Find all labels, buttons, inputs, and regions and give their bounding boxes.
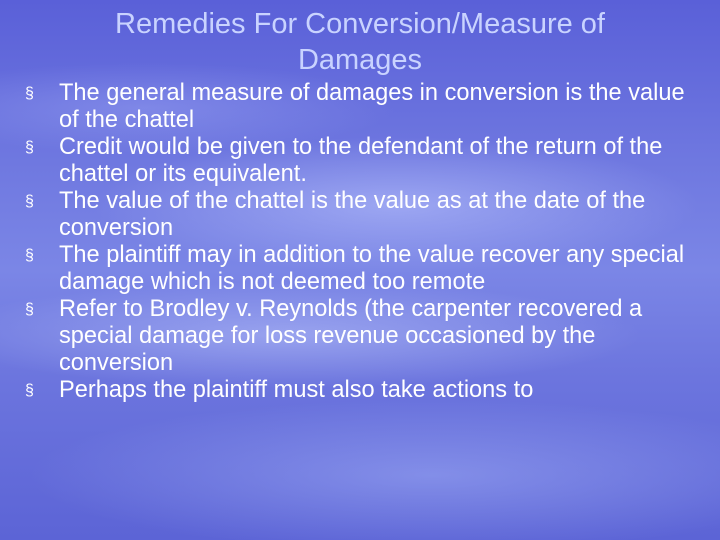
bullet-text: The value of the chattel is the value as at the date of the conversion bbox=[59, 188, 646, 241]
bullet-item bbox=[0, 80, 720, 134]
bullet-list bbox=[0, 80, 720, 404]
bullet-text: Refer to Brodley v. Reynolds (the carpenter recovered a special damage for loss revenue occasioned by the conversion bbox=[59, 296, 643, 376]
bullet-item bbox=[0, 188, 720, 242]
bullet-item bbox=[0, 242, 720, 296]
bullet-marker-icon: § bbox=[25, 139, 34, 156]
bullet-text: Credit would be given to the defendant of the return of the chattel or its equivalent. bbox=[59, 134, 663, 187]
bullet-item bbox=[0, 377, 720, 404]
bullet-item bbox=[0, 134, 720, 188]
bullet-item bbox=[0, 296, 720, 377]
bullet-text: The general measure of damages in conversion is the value of the chattel bbox=[59, 80, 685, 133]
bullet-text: The plaintiff may in addition to the value recover any special damage which is not deemed too remote bbox=[59, 242, 685, 295]
bullet-marker-icon: § bbox=[25, 301, 34, 318]
bullet-marker-icon: § bbox=[25, 85, 34, 102]
bullet-text: Perhaps the plaintiff must also take actions to bbox=[59, 377, 534, 403]
bullet-marker-icon: § bbox=[25, 247, 34, 264]
bullet-marker-icon: § bbox=[25, 193, 34, 210]
slide-title: Remedies For Conversion/Measure of Damages bbox=[115, 8, 605, 76]
bullet-marker-icon: § bbox=[25, 382, 34, 399]
